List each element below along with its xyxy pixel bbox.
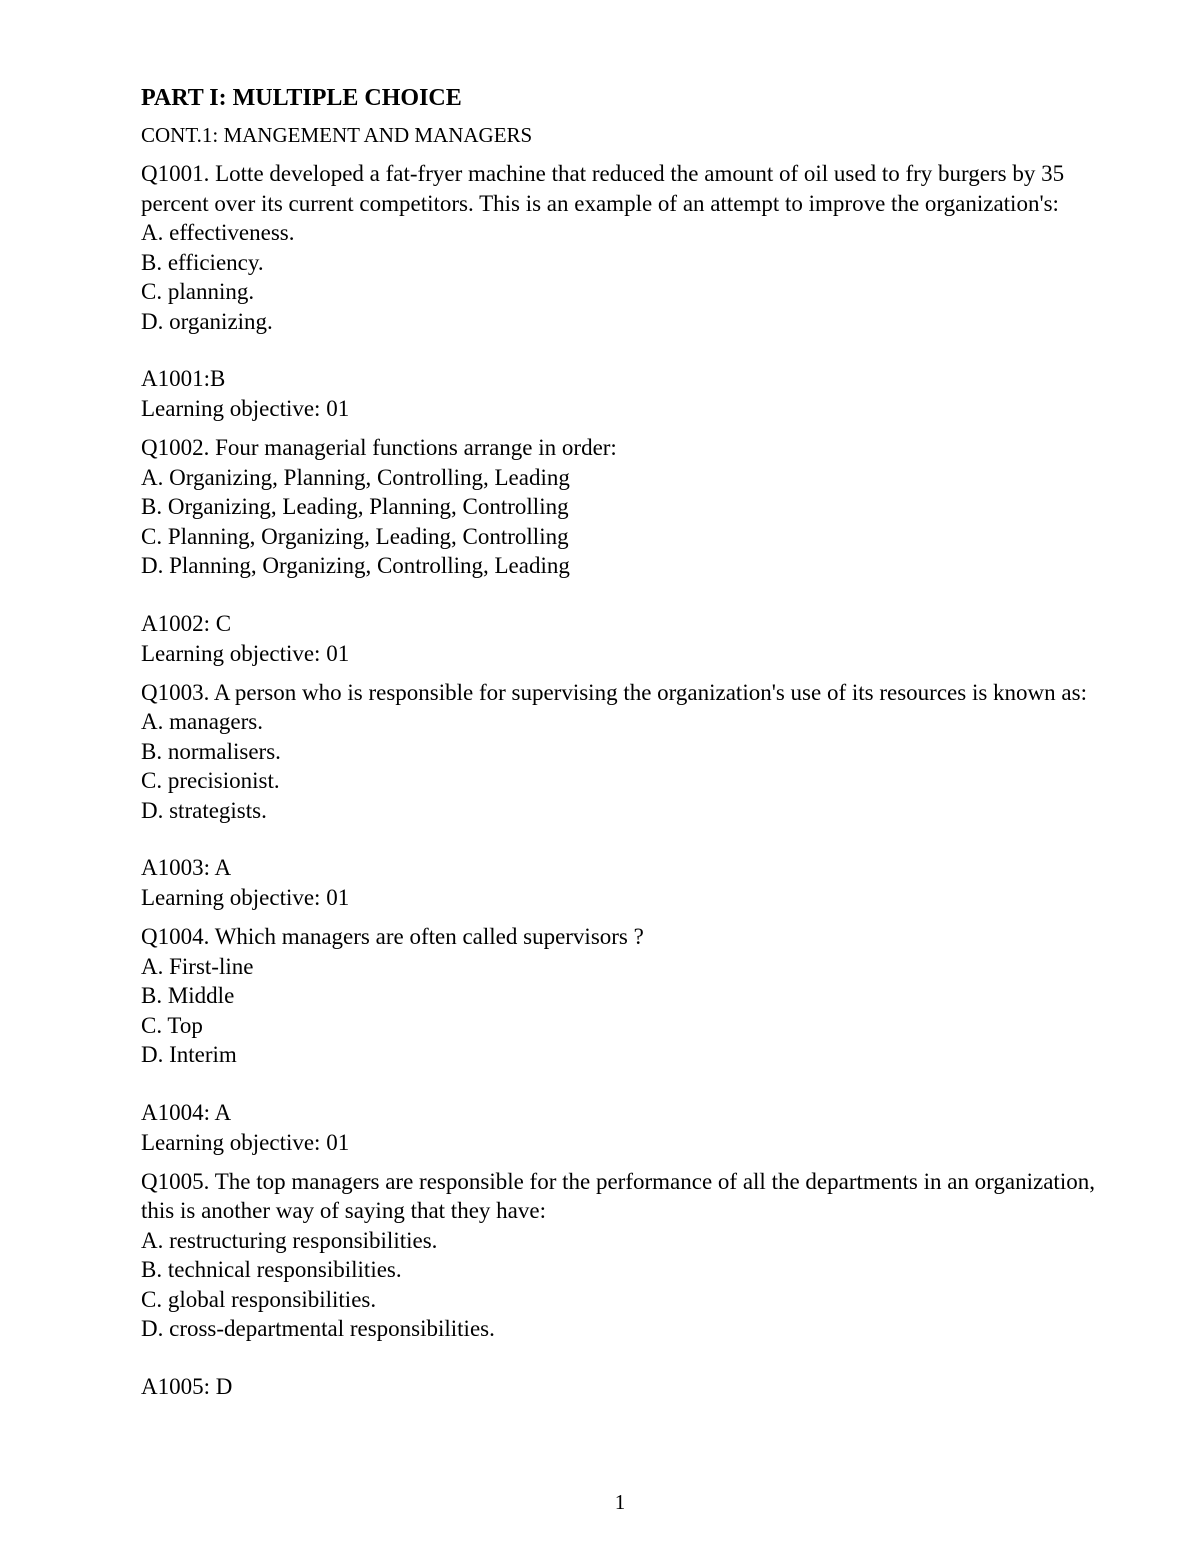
option-c: C. Planning, Organizing, Leading, Controlling <box>141 523 569 549</box>
option-c: C. global responsibilities. <box>141 1286 377 1312</box>
page-content <box>141 84 1101 1402</box>
option-a: A. managers. <box>141 709 263 734</box>
part-title: PART I: MULTIPLE CHOICE <box>141 85 462 111</box>
option-d: D. cross-departmental responsibilities. <box>141 1316 495 1341</box>
option-d: D. Interim <box>141 1042 237 1067</box>
option-b: B. technical responsibilities. <box>141 1257 402 1282</box>
answer-key: A1005: D <box>141 1373 233 1399</box>
answer-block <box>141 1098 1101 1158</box>
answer-key: A1004: A <box>141 1099 232 1125</box>
answer-key: A1002: C <box>141 610 232 636</box>
question-text: Q1005. The top managers are responsible for the performance of all the departments in an organization, this is another way of saying that they have: <box>141 1168 1095 1223</box>
option-b: B. normalisers. <box>141 738 281 764</box>
answer-key: A1003: A <box>141 855 232 880</box>
section-title: CONT.1: MANGEMENT AND MANAGERS <box>141 123 533 147</box>
learning-objective: Learning objective: 01 <box>141 1129 350 1155</box>
option-b: B. Middle <box>141 983 235 1008</box>
learning-objective: Learning objective: 01 <box>141 885 350 910</box>
option-b: B. Organizing, Leading, Planning, Controlling <box>141 494 569 519</box>
option-a: A. First-line <box>141 953 254 979</box>
answer-key: A1001:B <box>141 366 226 391</box>
answer-block <box>141 853 1101 913</box>
question-text: Q1003. A person who is responsible for supervising the organization's use of its resources is known as: <box>141 679 1087 705</box>
option-b: B. efficiency. <box>141 249 264 275</box>
option-a: A. restructuring responsibilities. <box>141 1227 438 1253</box>
question-block <box>141 159 1101 424</box>
page-number: 1 <box>614 1490 626 1514</box>
option-c: C. precisionist. <box>141 768 280 793</box>
learning-objective: Learning objective: 01 <box>141 396 350 421</box>
question-block <box>141 433 1101 669</box>
option-a: A. Organizing, Planning, Controlling, Leading <box>141 464 570 490</box>
question-block <box>141 678 1101 914</box>
question-text: Q1001. Lotte developed a fat-fryer machine that reduced the amount of oil used to fry burgers by 35 percent over its current competitors. This is an example of an attempt to improve the organization's: <box>141 161 1065 216</box>
answer-block <box>141 364 1101 424</box>
question-text: Q1002. Four managerial functions arrange in order: <box>141 435 617 460</box>
answer-block <box>141 609 1101 669</box>
question-block <box>141 922 1101 1158</box>
option-d: D. Planning, Organizing, Controlling, Leading <box>141 553 570 578</box>
option-d: D. organizing. <box>141 308 273 334</box>
question-text: Q1004. Which managers are often called supervisors ? <box>141 924 644 949</box>
option-a: A. effectiveness. <box>141 220 295 245</box>
option-c: C. planning. <box>141 279 255 304</box>
option-c: C. Top <box>141 1012 203 1038</box>
learning-objective: Learning objective: 01 <box>141 640 350 666</box>
answer-block <box>141 1372 1101 1402</box>
question-block <box>141 1167 1101 1402</box>
option-d: D. strategists. <box>141 797 267 823</box>
